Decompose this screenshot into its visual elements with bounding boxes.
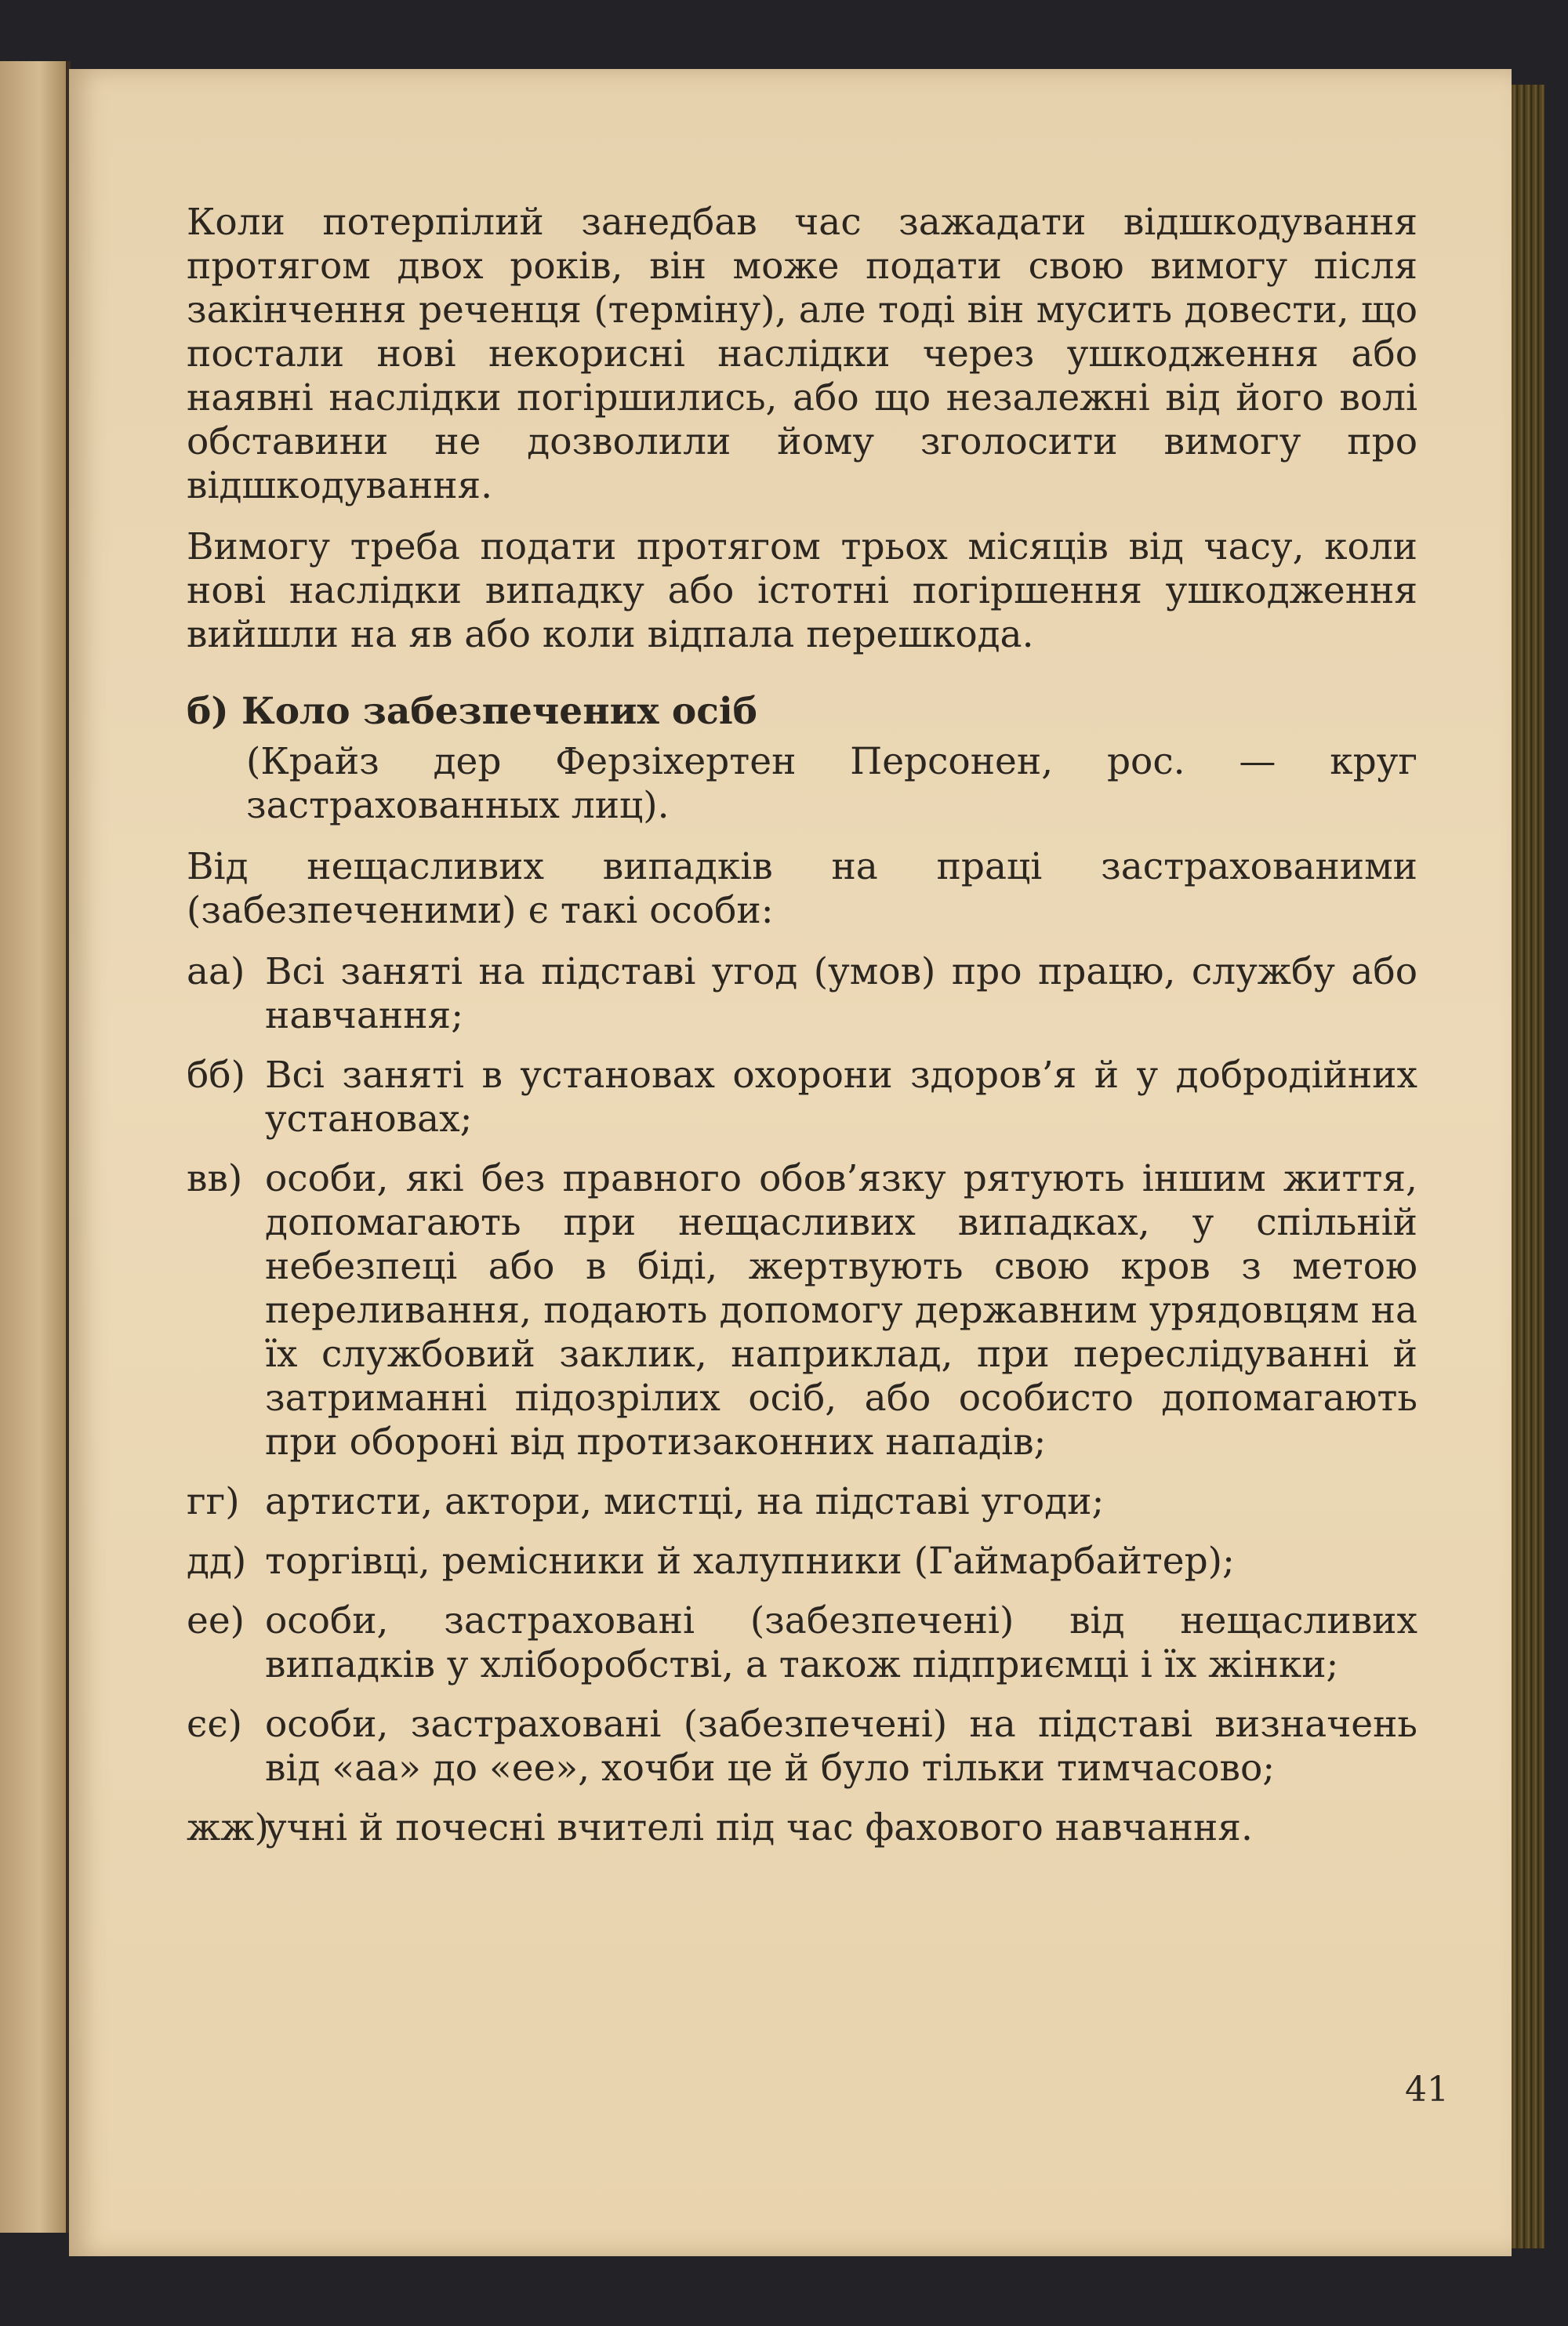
list-item-label: аа) (187, 950, 245, 993)
page-text (187, 201, 1417, 1866)
section-heading: б) Коло забезпечених осіб (187, 690, 758, 733)
list-item-label: дд) (187, 1540, 247, 1583)
list-item-label: бб) (187, 1054, 245, 1097)
list-item (187, 950, 1417, 1038)
list-item (187, 1703, 1417, 1791)
list-item-label: вв) (187, 1157, 243, 1200)
list-item-text: учні й почесні вчителі під час фахового навчання. (265, 1806, 1253, 1849)
list-item (187, 1054, 1417, 1141)
facing-page-edge (0, 61, 71, 2233)
list-item-label: гг) (187, 1480, 240, 1523)
page-number: 41 (1405, 2070, 1449, 2110)
list-item-label: єє) (187, 1703, 242, 1746)
list-item-label: жж) (187, 1806, 269, 1849)
list-item (187, 1480, 1417, 1524)
list-item (187, 1599, 1417, 1687)
intro-paragraph: Від нещасливих випадків на праці застрахованими (забезпеченими) є такі особи: (187, 845, 1417, 932)
book-page (69, 69, 1512, 2256)
list-item-text: артисти, актори, мистці, на підставі угоди; (265, 1480, 1105, 1523)
paragraph-2: Вимогу треба подати протягом трьох місяців від часу, коли нові наслідки випадку або істотні погіршення ушкодження вийшли на яв або коли відпала перешкода. (187, 525, 1417, 656)
list-item (187, 1157, 1417, 1464)
list-item-text: торгівці, ремісники й халупники (Гаймарбайтер); (265, 1540, 1235, 1583)
list-item-text: особи, застраховані (забезпечені) від нещасливих випадків у хліборобстві, а також підприємці і їх жінки; (265, 1599, 1417, 1686)
section-gloss: (Крайз дер Ферзіхертен Персонен, рос. — круг застрахованных лиц). (246, 740, 1417, 827)
list-item-text: особи, застраховані (забезпечені) на підставі визначень від «аа» до «ее», хочби це й було тільки тимчасово; (265, 1703, 1417, 1790)
list-item-label: ее) (187, 1599, 245, 1642)
list-item (187, 1540, 1417, 1584)
list-item-text: Всі заняті на підставі угод (умов) про працю, службу або навчання; (265, 950, 1417, 1037)
list-item-text: особи, які без правного обов’язку рятують іншим життя, допомагають при нещасливих випадках, у спільній небезпеці або в біді, жертвують свою кров з метою переливання, подають допомогу державним урядовцям на їх службовий заклик, наприклад, при переслідуванні й затриманні підозрілих осіб, або особисто допомагають при обороні від протизаконних нападів; (265, 1157, 1417, 1464)
paragraph-1: Коли потерпілий занедбав час зажадати відшкодування протягом двох років, він може подати свою вимогу після закінчення реченця (терміну), але тоді він мусить довести, що постали нові некорисні наслідки через ушкодження або наявні наслідки погіршились, або що незалежні від його волі обставини не дозволили йому зголосити вимогу про відшкодування. (187, 201, 1417, 507)
list-item (187, 1806, 1417, 1850)
list-item-text: Всі заняті в установах охорони здоров’я й у добродійних установах; (265, 1054, 1417, 1141)
